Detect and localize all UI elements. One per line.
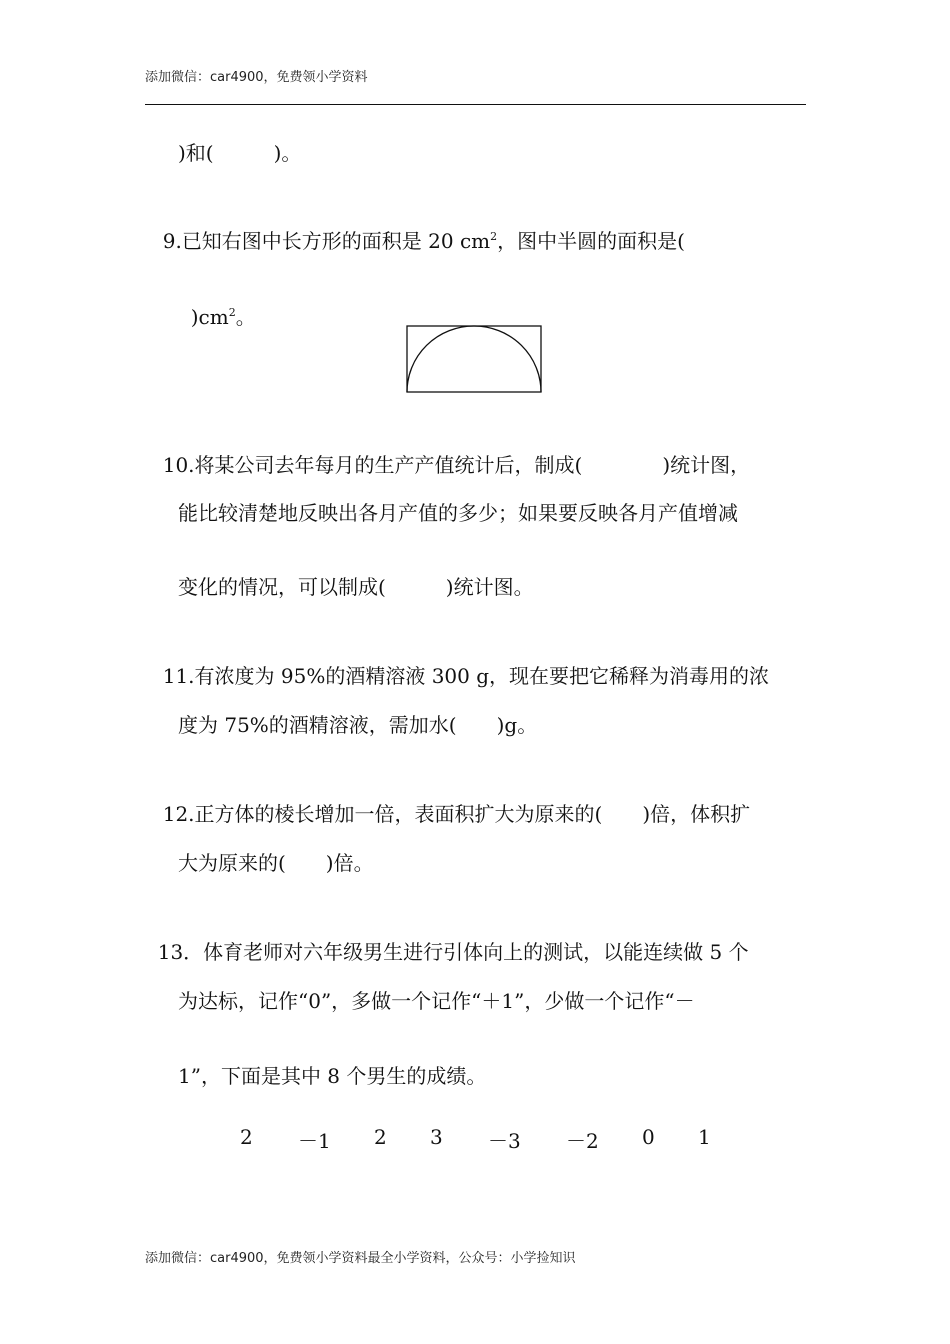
- page-footer: 添加微信：car4900，免费领小学资料最全小学资料，公众号：小学捡知识: [145, 1251, 576, 1266]
- question-9-line-1: [150, 202, 685, 254]
- question-9-answer-unit: )cm: [190, 305, 229, 329]
- score-list: [0, 1125, 950, 1153]
- page-header: 添加微信：car4900，免费领小学资料: [145, 70, 368, 85]
- question-9-text-b: ，图中半圆的面积是(: [497, 229, 685, 253]
- question-10-line-2: 能比较清楚地反映出各月产值的多少；如果要反映各月产值增减: [178, 501, 738, 525]
- rectangle-semicircle-figure: [406, 325, 542, 393]
- question-9-line-2: [178, 278, 256, 330]
- question-11-number: 11.: [162, 664, 195, 688]
- question-10-text-1: 将某公司去年每月的生产产值统计后，制成( )统计图，: [194, 453, 751, 477]
- semicircle-shape: [407, 326, 541, 392]
- question-12-line-2: 大为原来的( )倍。: [178, 851, 374, 875]
- header-divider: [145, 104, 806, 105]
- question-11-text-1: 有浓度为 95%的酒精溶液 300 g，现在要把它稀释为消毒用的浓: [194, 664, 770, 688]
- score-item: 2: [374, 1125, 387, 1149]
- score-item: 3: [430, 1125, 443, 1149]
- question-9-superscript: 2: [490, 230, 498, 243]
- question-9-end: 。: [235, 305, 256, 329]
- score-item: －3: [488, 1129, 521, 1153]
- score-item: 0: [642, 1125, 655, 1149]
- question-13-line-1: [145, 913, 749, 965]
- rectangle-shape: [407, 326, 541, 392]
- question-11-line-2: 度为 75%的酒精溶液，需加水( )g。: [178, 713, 538, 737]
- question-12-text-1: 正方体的棱长增加一倍，表面积扩大为原来的( )倍，体积扩: [194, 802, 751, 826]
- question-12-line-1: [150, 775, 750, 827]
- question-13-text-1: 体育老师对六年级男生进行引体向上的测试，以能连续做 5 个: [203, 940, 749, 964]
- question-10-line-3: 变化的情况，可以制成( )统计图。: [178, 575, 534, 599]
- question-13-line-3: 1”，下面是其中 8 个男生的成绩。: [178, 1064, 487, 1088]
- question-10-line-1: [150, 426, 750, 478]
- score-item: 2: [240, 1125, 253, 1149]
- question-9-text-a: 已知右图中长方形的面积是 20 cm: [181, 229, 491, 253]
- question-10-number: 10.: [162, 453, 195, 477]
- score-item: －2: [566, 1129, 599, 1153]
- question-9-unit-superscript: 2: [228, 306, 236, 319]
- score-item: －1: [298, 1129, 331, 1153]
- question-11-line-1: [150, 637, 769, 689]
- continuation-line: )和( )。: [178, 141, 302, 165]
- score-item: 1: [698, 1125, 711, 1149]
- question-13-number: 13．: [157, 940, 204, 964]
- question-13-line-2: 为达标，记作“0”，多做一个记作“＋1”，少做一个记作“－: [178, 989, 695, 1013]
- question-12-number: 12.: [162, 802, 195, 826]
- question-9-number: 9.: [162, 229, 182, 253]
